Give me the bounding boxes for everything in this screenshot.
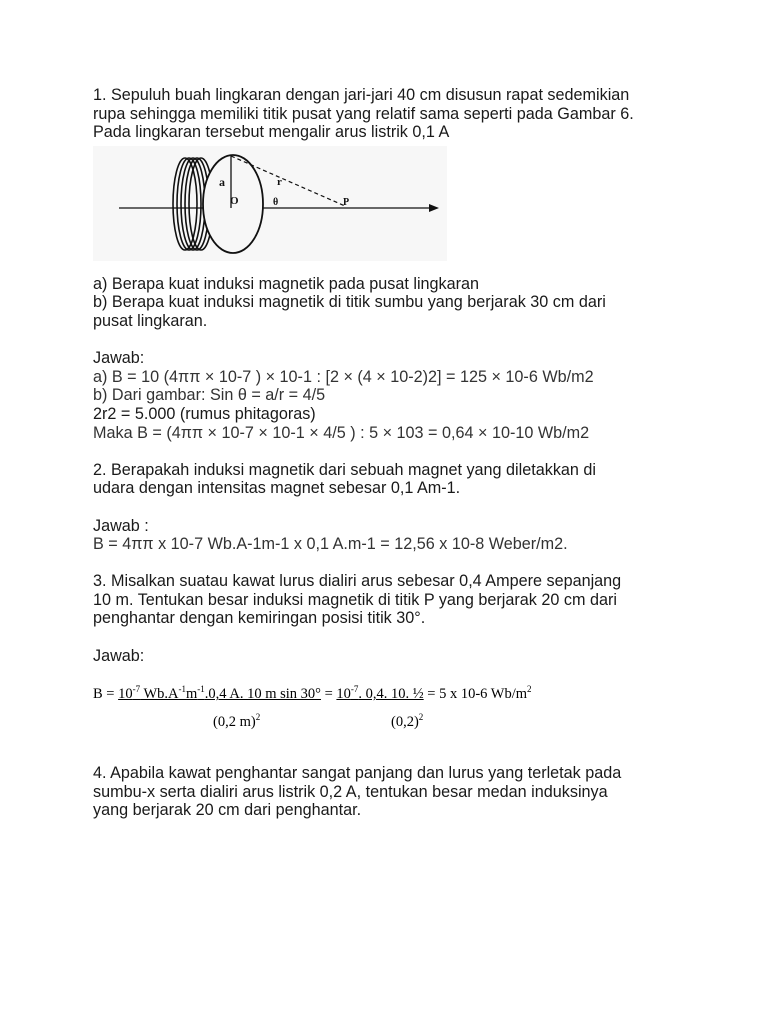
num2-a: 10 bbox=[336, 686, 351, 703]
coil-figure bbox=[93, 146, 447, 261]
num1-c: m bbox=[186, 686, 198, 703]
label-p: P bbox=[343, 196, 350, 208]
formula-numerator-line bbox=[93, 685, 532, 704]
formula-eq: = bbox=[320, 686, 337, 703]
label-r: r bbox=[277, 175, 282, 188]
q2-jawab-label: Jawab : bbox=[93, 516, 149, 535]
q1-answer-a: a) B = 10 (4ππ × 10-7 ) × 10-1 : [2 × (4 × 10-2)2] = 125 × 10-6 Wb/m2 bbox=[93, 367, 594, 386]
num1-exp3: -1 bbox=[197, 684, 205, 695]
label-o: O bbox=[230, 194, 239, 207]
num2-b: . 0,4. 10. ½ bbox=[358, 686, 424, 703]
q3-text-line: 3. Misalkan suatau kawat lurus dialiri arus sebesar 0,4 Ampere sepanjang bbox=[93, 572, 622, 591]
q1-answer-c: 2r2 = 5.000 (rumus phitagoras) bbox=[93, 404, 316, 423]
num1-b: Wb.A bbox=[140, 686, 179, 703]
den2: (0,2) bbox=[391, 714, 419, 731]
num1-a: 10 bbox=[118, 686, 133, 703]
formula-denominator-2 bbox=[391, 713, 423, 732]
q2-text-line: udara dengan intensitas magnet sebesar 0,1 Am-1. bbox=[93, 479, 461, 498]
formula-numerator-1 bbox=[118, 686, 321, 702]
den1-exp: 2 bbox=[255, 712, 261, 723]
document-content bbox=[93, 86, 678, 820]
q1-answer-d: Maka B = (4ππ × 10-7 × 10-1 × 4/5 ) : 5 × 103 = 0,64 × 10-10 Wb/m2 bbox=[93, 423, 590, 442]
num1-exp2: -1 bbox=[178, 684, 187, 695]
label-a: a bbox=[219, 174, 225, 189]
formula-b-eq: B = bbox=[93, 686, 119, 703]
q1-text-line: Pada lingkaran tersebut mengalir arus listrik 0,1 A bbox=[93, 123, 450, 142]
num1-d: .0,4 A. 10 m sin 30° bbox=[204, 686, 321, 703]
q4-text-line: yang berjarak 20 cm dari penghantar. bbox=[93, 801, 362, 820]
coil-diagram bbox=[93, 146, 447, 261]
q1-text-line: 1. Sepuluh buah lingkaran dengan jari-jari 40 cm disusun rapat sedemikian bbox=[93, 86, 630, 104]
q1-text-line: rupa sehingga memiliki titik pusat yang relatif sama seperti pada Gambar 6. bbox=[93, 104, 634, 123]
formula-result: = 5 x 10-6 Wb/m bbox=[423, 686, 528, 703]
num2-exp: -7 bbox=[350, 684, 359, 695]
q2-answer: B = 4ππ x 10-7 Wb.A-1m-1 x 0,1 A.m-1 = 12,56 x 10-8 Weber/m2. bbox=[93, 535, 568, 554]
q3-text-line: penghantar dengan kemiringan posisi titik 30°. bbox=[93, 609, 426, 628]
formula-denominator-1 bbox=[213, 713, 260, 732]
q3-text-line: 10 m. Tentukan besar induksi magnetik di titik P yang berjarak 20 cm dari bbox=[93, 590, 617, 609]
q3-formula bbox=[93, 673, 608, 748]
q4-text-line: sumbu-x serta dialiri arus listrik 0,2 A, tentukan besar medan induksinya bbox=[93, 782, 608, 801]
q2-text-line: 2. Berapakah induksi magnetik dari sebuah magnet yang diletakkan di bbox=[93, 460, 597, 479]
q1-jawab-label: Jawab: bbox=[93, 349, 145, 368]
den2-exp: 2 bbox=[418, 712, 424, 723]
q1-question-b: b) Berapa kuat induksi magnetik di titik sumbu yang berjarak 30 cm dari bbox=[93, 293, 606, 312]
q1-question-b: pusat lingkaran. bbox=[93, 311, 208, 330]
q1-question-a: a) Berapa kuat induksi magnetik pada pusat lingkaran bbox=[93, 274, 480, 293]
num1-exp1: -7 bbox=[132, 684, 141, 695]
formula-result-exp: 2 bbox=[527, 684, 532, 695]
label-theta: θ bbox=[273, 196, 279, 208]
formula-numerator-2 bbox=[336, 686, 423, 702]
q1-answer-b: b) Dari gambar: Sin θ = a/r = 4/5 bbox=[93, 386, 326, 405]
q3-jawab-label: Jawab: bbox=[93, 646, 145, 665]
den1: (0,2 m) bbox=[213, 714, 256, 731]
q4-text-line: 4. Apabila kawat penghantar sangat panjang dan lurus yang terletak pada bbox=[93, 764, 622, 783]
